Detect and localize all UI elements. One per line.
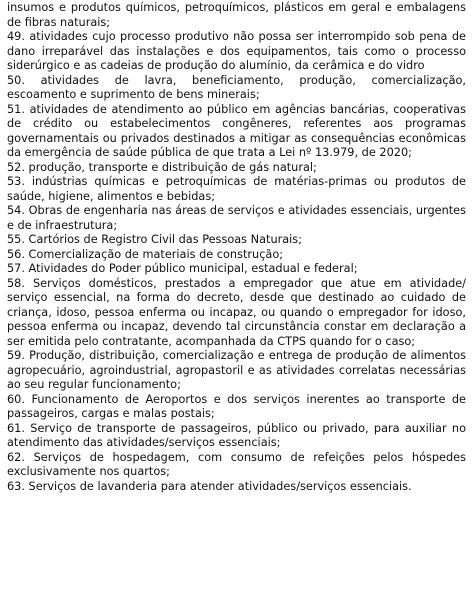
list-item-59: 59. Produção, distribuição, comercialização e entrega de produção de alimentos agropecuário, agroindustrial, agropastoril e as atividades correlatas necessárias ao seu regular funcionamento; bbox=[7, 349, 466, 391]
list-item-50: 50. atividades de lavra, beneficiamento, produção, comercialização, escoamento e suprimento de bens minerais; bbox=[7, 73, 466, 101]
list-item-54: 54. Obras de engenharia nas áreas de serviços e atividades essenciais, urgentes e de infraestrutura; bbox=[7, 204, 466, 232]
paragraph-continuation: insumos e produtos químicos, petroquímicos, plásticos em geral e embalagens de fibras naturais; bbox=[7, 1, 466, 29]
list-item-60: 60. Funcionamento de Aeroportos e dos serviços inerentes ao transporte de passageiros, cargas e malas postais; bbox=[7, 392, 466, 420]
list-item-52: 52. produção, transporte e distribuição de gás natural; bbox=[7, 160, 317, 174]
list-item-62: 62. Serviços de hospedagem, com consumo de refeições pelos hóspedes exclusivamente nos quartos; bbox=[7, 450, 466, 478]
list-item-56: 56. Comercialização de materiais de construção; bbox=[7, 247, 284, 261]
list-item-51: 51. atividades de atendimento ao público em agências bancárias, cooperativas de crédito ou estabelecimentos congêneres, referentes aos programas governamentais ou privados destinados a mitigar as consequências econômicas da emergência de saúde pública de que trata a Lei nº 13.979, de 2020; bbox=[7, 102, 466, 159]
list-item-55: 55. Cartórios de Registro Civil das Pessoas Naturais; bbox=[7, 233, 303, 246]
list-item-61: 61. Serviço de transporte de passageiros, público ou privado, para auxiliar no atendimento das atividades/serviços essenciais; bbox=[7, 421, 466, 449]
list-item-63: 63. Serviços de lavanderia para atender atividades/serviços essenciais. bbox=[7, 479, 412, 493]
list-item-53: 53. indústrias químicas e petroquímicas de matérias-primas ou produtos de saúde, higiene, alimentos e bebidas; bbox=[7, 175, 466, 203]
list-item-57: 57. Atividades do Poder público municipal, estadual e federal; bbox=[7, 262, 358, 275]
list-item-49: 49. atividades cujo processo produtivo não possa ser interrompido sob pena de dano irreparável das instalações e dos equipamentos, tais como o processo siderúrgico e as cadeias de produção do alumínio, da cerâmica e do vidro bbox=[7, 30, 466, 72]
list-item-58: 58. Serviços domésticos, prestados a empregador que atue em atividade/ serviço essencial, na forma do decreto, desde que destinado ao cuidado de criança, idoso, pessoa enferma ou incapaz, ou quando o empregador for idoso, pessoa enferma ou incapaz, devendo tal circunstância constar em declaração a ser emitida pelo contratante, acompanhada da CTPS quando for o caso; bbox=[7, 276, 466, 348]
